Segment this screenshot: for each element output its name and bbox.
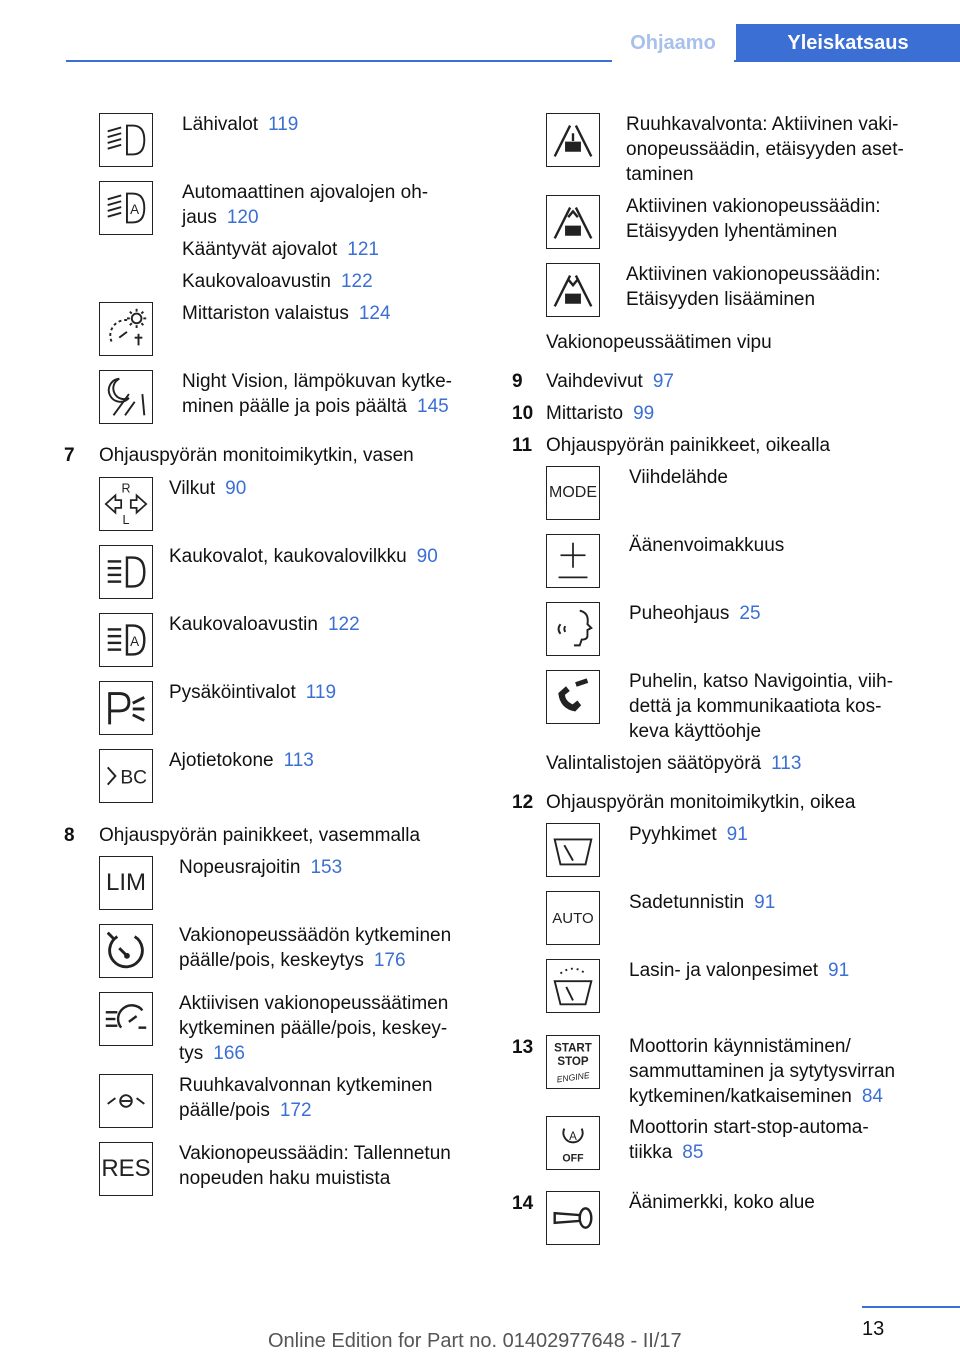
page-link[interactable]: 90 (416, 546, 438, 567)
section-12-title: Ohjauspyörän monitoimikytkin, oikea (546, 792, 856, 813)
page-link[interactable]: 120 (226, 207, 259, 228)
page-link[interactable]: 121 (347, 239, 379, 260)
high-beam-assist-icon (99, 613, 153, 667)
volume-icon (546, 534, 600, 588)
item-sadetunnistin: Sadetunnistin 91 (629, 892, 776, 913)
item-tallennetun-nopeuden-haku: Vakionopeussäädin: Tallennetun nopeuden haku muistista (179, 1143, 451, 1189)
icon-letter-a: A (569, 1131, 577, 1144)
item-auto-ajovalot: Automaattinen ajovalojen oh- jaus 120 (182, 182, 429, 228)
item-nopeusrajoitin: Nopeusrajoitin 153 (179, 857, 343, 878)
footer-edition: Online Edition for Part no. 01402977648 - II/17 (268, 1330, 682, 1352)
resume-icon: RES (99, 1142, 153, 1196)
item-aanenvoimakkuus: Äänenvoimakkuus (629, 535, 785, 556)
traffic-jam-assist-icon (99, 1074, 153, 1128)
item-lahivalot: Lähivalot 119 (182, 114, 299, 135)
section-number-8: 8 (64, 825, 75, 846)
cruise-lever-text: Vakionopeussäätimen vipu (546, 332, 772, 353)
page-link[interactable]: 91 (754, 892, 776, 913)
section-7-title: Ohjauspyörän monitoimikytkin, vasen (99, 445, 414, 466)
speed-limiter-icon: LIM (99, 856, 153, 910)
high-beam-icon (99, 545, 153, 599)
section-number-11: 11 (512, 435, 533, 456)
section-number-7: 7 (64, 445, 75, 466)
item-kaantyvat: Kääntyvät ajovalot 121 (182, 239, 379, 260)
item-pysakointivalot: Pysäköintivalot 119 (169, 682, 337, 703)
item-vaihdevivut: Vaihdevivut 97 (546, 371, 674, 392)
item-ruuhkavalvonta: Ruuhkavalvonnan kytkeminen päälle/pois 172 (179, 1075, 433, 1121)
item-vilkut: Vilkut 90 (169, 478, 247, 499)
page-link[interactable]: 119 (268, 114, 299, 135)
item-kaukovaloavustin: Kaukovaloavustin 122 (182, 271, 373, 292)
washer-icon (546, 959, 600, 1013)
item-viihdelahde: Viihdelähde (629, 467, 728, 488)
instrument-lighting-icon (99, 302, 153, 356)
section-number-9: 9 (512, 371, 523, 392)
item-aanimerkki: Äänimerkki, koko alue (629, 1192, 815, 1213)
item-night-vision: Night Vision, lämpökuvan kytke- minen päälle ja pois päältä 145 (182, 371, 452, 417)
item-mittaristo: Mittaristo 99 (546, 403, 655, 424)
distance-increase-icon (546, 263, 600, 317)
item-kaukovalot: Kaukovalot, kaukovalovilkku 90 (169, 546, 438, 567)
page-link[interactable]: 166 (213, 1043, 245, 1064)
footer-rule (862, 1306, 960, 1308)
page-link[interactable]: 153 (310, 857, 343, 878)
item-etaisyyden-lyhentaminen: Aktiivinen vakionopeussäädin: Etäisyyden lyhentäminen (626, 196, 881, 242)
cruise-control-icon (99, 924, 153, 978)
icon-text-engine: ENGINE (555, 1070, 591, 1085)
item-start-stop-automatiikka: Moottorin start-stop-automa- tiikka 85 (629, 1117, 869, 1163)
distance-decrease-icon (546, 195, 600, 249)
page-link[interactable]: 119 (305, 682, 337, 703)
active-cruise-icon (99, 992, 153, 1046)
page-link[interactable]: 176 (373, 950, 406, 971)
rain-sensor-icon: AUTO (546, 891, 600, 945)
item-vakionopeussaato: Vakionopeussäädön kytkeminen päälle/pois, keskeytys 176 (179, 925, 452, 971)
section-number-13: 13 (512, 1037, 534, 1058)
item-mittariston-valaistus: Mittariston valaistus 124 (182, 303, 391, 324)
item-puheohjaus: Puheohjaus 25 (629, 603, 761, 624)
tab-yleiskatsaus[interactable]: Yleiskatsaus (736, 24, 960, 62)
page-link[interactable]: 97 (652, 371, 674, 392)
page-link[interactable]: 91 (828, 960, 850, 981)
icon-text-stop: STOP (557, 1055, 589, 1068)
page-link[interactable]: 84 (861, 1086, 883, 1107)
mode-icon: MODE (546, 466, 600, 520)
page-link[interactable]: 91 (726, 824, 748, 845)
onboard-computer-icon (99, 749, 153, 803)
voice-control-icon (546, 602, 600, 656)
icon-letter-a: A (130, 201, 140, 217)
section-8-title: Ohjauspyörän painikkeet, vasemmalla (99, 825, 421, 846)
page-link[interactable]: 90 (225, 478, 247, 499)
item-moottorin-kaynnistaminen: Moottorin käynnistäminen/ sammuttaminen ja sytytysvirran kytkeminen/katkaiseminen 84 (629, 1036, 896, 1107)
section-number-10: 10 (512, 403, 534, 424)
auto-start-stop-icon (546, 1116, 600, 1170)
icon-text-bc: BC (120, 767, 148, 789)
auto-headlight-icon (99, 181, 153, 235)
night-vision-icon (99, 370, 153, 424)
item-valintalistojen-saatopyora: Valintalistojen säätöpyörä 113 (546, 753, 802, 774)
page-link[interactable]: 124 (358, 303, 391, 324)
page-link[interactable]: 25 (739, 603, 761, 624)
icon-letter-r: R (121, 481, 131, 496)
item-lasin-valonpesimet: Lasin- ja valonpesimet 91 (629, 960, 850, 981)
wiper-icon (546, 823, 600, 877)
section-number-12: 12 (512, 792, 534, 813)
distance-setting-icon (546, 113, 600, 167)
item-puhelin: Puhelin, katso Navigointia, viih- dettä ja kommunikaatiota kos- keva käyttöohje (629, 671, 894, 742)
icon-text-start: START (554, 1042, 592, 1055)
page-link[interactable]: 113 (771, 753, 802, 774)
page-link[interactable]: 85 (682, 1142, 704, 1163)
parking-light-icon (99, 681, 153, 735)
item-kaukovaloavustin-7: Kaukovaloavustin 122 (169, 614, 360, 635)
page-link[interactable]: 113 (283, 750, 314, 771)
icon-letter-l: L (122, 513, 130, 528)
start-stop-button-icon (546, 1035, 600, 1089)
page-link[interactable]: 122 (327, 614, 360, 635)
tab-ohjaamo[interactable]: Ohjaamo (612, 24, 734, 62)
page-number: 13 (862, 1318, 885, 1340)
icon-letter-a: A (130, 633, 140, 649)
section-11-title: Ohjauspyörän painikkeet, oikealla (546, 435, 831, 456)
horn-icon (546, 1191, 600, 1245)
page-link[interactable]: 99 (633, 403, 655, 424)
item-etaisyyden-lisaaminen: Aktiivinen vakionopeussäädin: Etäisyyden lisääminen (626, 264, 881, 310)
low-beam-icon (99, 113, 153, 167)
item-ajotietokone: Ajotietokone 113 (169, 750, 314, 771)
turn-signal-icon (99, 477, 153, 531)
page-link[interactable]: 122 (340, 271, 373, 292)
phone-icon (546, 670, 600, 724)
item-ruuhkavalvonta-etaisyys: Ruuhkavalvonta: Aktiivinen vaki- onopeussäädin, etäisyyden aset- taminen (626, 114, 904, 185)
section-number-14: 14 (512, 1193, 534, 1214)
page-link[interactable]: 172 (279, 1100, 312, 1121)
item-aktiivinen-vakionopeus: Aktiivisen vakionopeussäätimen kytkeminen päälle/pois, keskey- tys 166 (179, 993, 449, 1064)
item-pyyhkimet: Pyyhkimet 91 (629, 824, 748, 845)
icon-text-off: OFF (562, 1152, 584, 1165)
page-link[interactable]: 145 (417, 396, 449, 417)
